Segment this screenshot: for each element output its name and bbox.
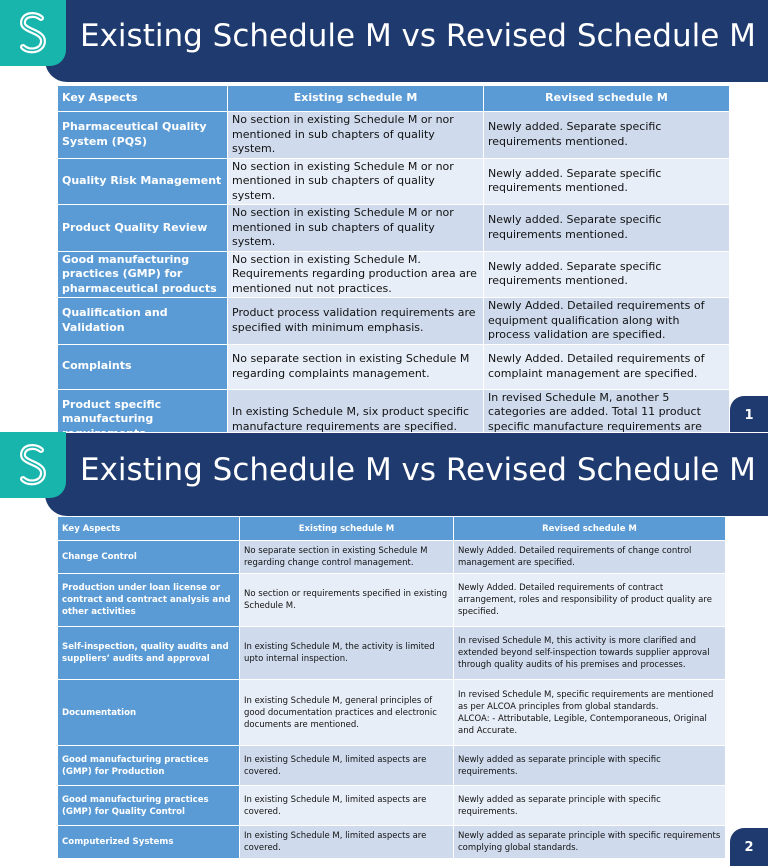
slide-2 (0, 432, 768, 866)
key-aspect-cell: Documentation (58, 680, 240, 746)
table-header-row (58, 517, 726, 541)
table-row (58, 251, 730, 298)
table-row (58, 205, 730, 252)
existing-cell: No section in existing Schedule M or nor mentioned in sub chapters of quality system. (228, 112, 484, 159)
key-aspect-cell: Quality Risk Management (58, 158, 228, 205)
revised-cell: Newly added. Separate specific requirements mentioned. (484, 251, 730, 298)
page-number: 1 (730, 396, 768, 434)
revised-cell: Newly added. Separate specific requirements mentioned. (484, 205, 730, 252)
key-aspect-cell: Product Quality Review (58, 205, 228, 252)
column-header-revised: Revised schedule M (484, 86, 730, 112)
existing-cell: Product process validation requirements are specified with minimum emphasis. (228, 298, 484, 345)
existing-cell: In existing Schedule M, general principles of good documentation practices and electronic documents are mentioned. (240, 680, 454, 746)
revised-cell: Newly Added. Detailed requirements of change control management are specified. (454, 541, 726, 574)
slide-title: Existing Schedule M vs Revised Schedule M (80, 452, 756, 488)
comparison-table (57, 85, 730, 451)
existing-cell: In existing Schedule M, six product specific manufacture requirements are specified. (228, 389, 484, 450)
existing-cell: No section in existing Schedule M or nor mentioned in sub chapters of quality system. (228, 158, 484, 205)
logo (0, 432, 66, 498)
table-row (58, 541, 726, 574)
revised-cell: Newly Added. Detailed requirements of contract arrangement, roles and responsibility of product quality are specified. (454, 574, 726, 627)
existing-cell: No section or requirements specified in existing Schedule M. (240, 574, 454, 627)
revised-cell: Newly added. Separate specific requirements mentioned. (484, 112, 730, 159)
s-logo-icon (17, 444, 49, 486)
column-header-existing: Existing schedule M (228, 86, 484, 112)
table-row (58, 574, 726, 627)
table-row (58, 298, 730, 345)
revised-cell: Newly added as separate principle with specific requirements. (454, 746, 726, 786)
logo (0, 0, 66, 66)
revised-cell: Newly added as separate principle with specific requirements complying global standards. (454, 826, 726, 859)
slide-1 (0, 0, 768, 432)
existing-cell: In existing Schedule M, limited aspects are covered. (240, 826, 454, 859)
column-header-existing: Existing schedule M (240, 517, 454, 541)
table-row (58, 826, 726, 859)
revised-cell: In revised Schedule M, specific requirements are mentioned as per ALCOA principles from global standards. ALCOA: - Attributable, Legible, Contemporaneous, Original and Accurate. (454, 680, 726, 746)
revised-cell: Newly Added. Detailed requirements of equipment qualification along with process validation are specified. (484, 298, 730, 345)
existing-cell: No section in existing Schedule M or nor mentioned in sub chapters of quality system. (228, 205, 484, 252)
existing-cell: In existing Schedule M, limited aspects are covered. (240, 746, 454, 786)
revised-cell: In revised Schedule M, another 5 categories are added. Total 11 product specific manufacture requirements are (484, 389, 730, 450)
slide-title: Existing Schedule M vs Revised Schedule M (80, 18, 756, 54)
column-header-key-aspects: Key Aspects (58, 86, 228, 112)
existing-cell: No section in existing Schedule M. Requirements regarding production area are mentioned nut not practices. (228, 251, 484, 298)
table-header-row (58, 86, 730, 112)
page-number: 2 (730, 828, 768, 866)
key-aspect-cell: Computerized Systems (58, 826, 240, 859)
revised-cell: Newly added. Separate specific requirements mentioned. (484, 158, 730, 205)
table-row (58, 158, 730, 205)
key-aspect-cell: Product specific manufacturing (58, 389, 228, 450)
key-aspect-cell: Production under loan license or contract and contract analysis and other activities (58, 574, 240, 627)
key-aspect-cell: Complaints (58, 344, 228, 389)
column-header-revised: Revised schedule M (454, 517, 726, 541)
revised-cell: In revised Schedule M, this activity is more clarified and extended beyond self-inspection towards supplier approval through quality audits of his premises and processes. (454, 627, 726, 680)
revised-cell: Newly Added. Detailed requirements of complaint management are specified. (484, 344, 730, 389)
existing-cell: No separate section in existing Schedule M regarding complaints management. (228, 344, 484, 389)
key-aspect-cell: Good manufacturing practices (GMP) for Production (58, 746, 240, 786)
table-row (58, 627, 726, 680)
existing-cell: In existing Schedule M, limited aspects are covered. (240, 786, 454, 826)
key-aspect-cell: Self-inspection, quality audits and suppliers’ audits and approval (58, 627, 240, 680)
key-aspect-cell: Good manufacturing practices (GMP) for pharmaceutical products (58, 251, 228, 298)
key-aspect-cell: Qualification and Validation (58, 298, 228, 345)
table-row (58, 344, 730, 389)
key-aspect-cell: Good manufacturing practices (GMP) for Quality Control (58, 786, 240, 826)
table-row (58, 680, 726, 746)
s-logo-icon (17, 12, 49, 54)
revised-cell: Newly added as separate principle with specific requirements. (454, 786, 726, 826)
table-row (58, 786, 726, 826)
key-aspect-cell: Change Control (58, 541, 240, 574)
table-row (58, 112, 730, 159)
key-aspect-cell: Pharmaceutical Quality System (PQS) (58, 112, 228, 159)
column-header-key-aspects: Key Aspects (58, 517, 240, 541)
table-row (58, 746, 726, 786)
existing-cell: In existing Schedule M, the activity is limited upto internal inspection. (240, 627, 454, 680)
existing-cell: No separate section in existing Schedule M regarding change control management. (240, 541, 454, 574)
comparison-table (57, 516, 726, 859)
